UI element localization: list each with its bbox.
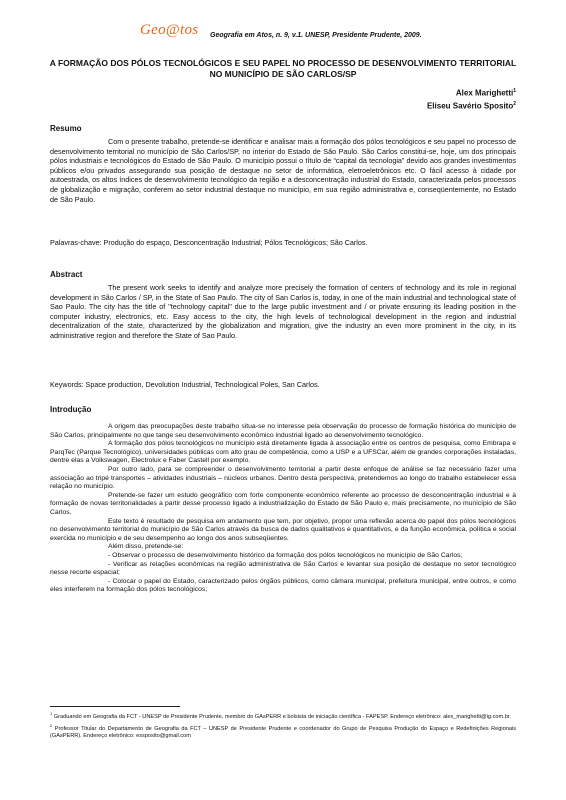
footnotes [50,710,516,742]
abstract-body: The present work seeks to identify and analyze more precisely the formation of centers of technology and its role in regional development in São Carlos / SP, in the State of Sao Paulo. The city of San Carlos is, today, in one of the main industrial and technological state of Sao Paulo. The city has the title of "technology capital" due to the large public investment and / or private ensuring its leading position in the computer industry, electronics, etc. Easy access to the city, the high levels of technological development in the region and industrial decentralization of the state, characterized by the globalization and migration, give the industry an even more prominent in the city, in its administrative region and therefore the State of Sao Paulo. [50,283,516,340]
logo-at-symbol: @ [165,22,180,38]
footnote-divider [50,706,180,707]
abstract-keywords: Keywords: Space production, Devolution Industrial, Technological Poles, San Carlos. [50,380,320,389]
logo-text-geo: Geo [140,22,166,38]
journal-header [140,22,440,44]
abstract-heading: Abstract [50,270,83,279]
footnote-marker: 1 [513,88,516,94]
intro-body [50,423,516,595]
journal-logo [140,22,198,39]
resumo-body: Com o presente trabalho, pretende-se identificar e analisar mais a formação dos pólos tecnológicos e seu papel no processo de desenvolvimento territorial no município de São Carlos/SP, no interior do Estado de São Paulo. São Carlos constitui-se, hoje, um dos principais pólos industriais e tecnológicos do Estado de São Paulo. O município possui o título de “capital da tecnologia” devido aos grandes investimentos públicos e/ou privados assegurando sua posição de destaque no setor de informática, eletroeletrônicos etc. O fácil acesso à cidade por autoestrada, os altos índices de desenvolvimento tecnológico da região e a desconcentração industrial do Estado, caracterizada pelos processos de globalização e migração, conferem ao setor industrial destaque no município, em sua região administrativa e, conseqüentemente, no Estado de São Paulo. [50,137,516,204]
journal-citation: Geografia em Atos, n. 9, v.1. UNESP, Presidente Prudente, 2009. [210,32,422,39]
resumo-heading: Resumo [50,124,82,133]
intro-list-item: - Observar o processo de desenvolvimento histórico da formação dos pólos tecnológicos no município de São Carlos; [108,551,463,559]
intro-heading: Introdução [50,405,92,414]
intro-list-item: - Verificar as relações econômicas na região administrativa de São Carlos e levantar sua posição de destaque no setor tecnológico nesse recorte espacial; [50,560,516,577]
footnote-marker: 2 [513,100,516,107]
intro-paragraph: Este texto é resultado de pesquisa em andamento que tem, por objetivo, propor uma reflexão acerca do papel dos pólos tecnológicos no desenvolvimento territorial do município de São Carlos através da busca de dados qualitativos e quantitativos, e da função econômica, política e social exercida no município e de seu desempenho ao longo dos anos subseqüentes. [50,517,516,542]
resumo-keywords: Palavras-chave: Produção do espaço, Desconcentração Industrial; Pólos Tecnológicos; São Carlos. [50,238,368,247]
intro-paragraph: A formação dos pólos tecnológicos no município está diretamente ligada à associação entre os centros de pesquisa, como Embrapa e ParqTec (Parque Tecnológico), universidades públicas com alto grau de competência, como a USP e a UFSCar, além de grandes corporações instaladas, dentre elas a Volkswagen, Electrolux e Faber Castell por exemplo. [50,440,516,465]
author-name: Eliseu Savério Sposito [426,101,514,111]
footnote-text: Professor Titular do Departamento de Geografia da FCT – UNESP de Presidente Prudente e coordenador do Grupo de Pesquisa Produção do Espaço e Redefinições Regionais (GAsPERR). Endereço eletrônico: essposito@gmail.com [50,726,516,740]
intro-paragraph: A origem das preocupações deste trabalho situa-se no interesse pela observação do processo de formação histórica do município de São Carlos, principalmente no que tange seu desenvolvimento econômico industrial ligado ao desenvolvimento tecnológico. [50,423,516,439]
logo-text-tos: tos [180,22,199,38]
footnote-number: 1 [50,711,53,716]
author-1 [427,86,516,99]
author-list [427,86,516,111]
intro-paragraph: Pretende-se fazer um estudo geográfico com forte componente econômico referente ao processo de desconcentração industrial e à formação de novas territorialidades a partir desse processo ligado a industrialização do Estado de São Paulo e, mais precisamente, no município de São Carlos. [50,491,516,516]
paper-title: A FORMAÇÃO DOS PÓLOS TECNOLÓGICOS E SEU PAPEL NO PROCESSO DE DESENVOLVIMENTO TERRITORIAL NO MUNICÍPIO DE SÃO CARLOS/SP [49,58,517,79]
intro-paragraph: Por outro lado, para se compreender o desenvolvimento territorial a partir deste enfoque de análise se faz necessário fazer uma associação ao tripé transportes – atividades industriais – núcleos urbanos. Dentro desta perspectiva, pretendemos ao longo do trabalho estabelecer essa relação no município. [50,465,516,491]
author-2 [427,99,516,112]
footnote-1 [50,710,516,721]
author-name: Alex Marighetti [455,88,514,98]
intro-paragraph: Além disso, pretende-se: [108,543,184,551]
footnote-text: Graduando em Geografia da FCT - UNESP de Presidente Prudente, membro do GAsPERR e bolsista de iniciação científica - FAPESP. Endereço eletrônico: alex_marighetti@ig.com.br. [52,713,511,720]
footnote-number: 2 [50,723,53,729]
footnote-2 [50,722,516,740]
intro-list-item: - Colocar o papel do Estado, caracterizado pelos órgãos públicos, como câmara municipal, prefeitura municipal, entre outros, e como eles interferem na formação dos pólos tecnológicos; [50,577,516,594]
